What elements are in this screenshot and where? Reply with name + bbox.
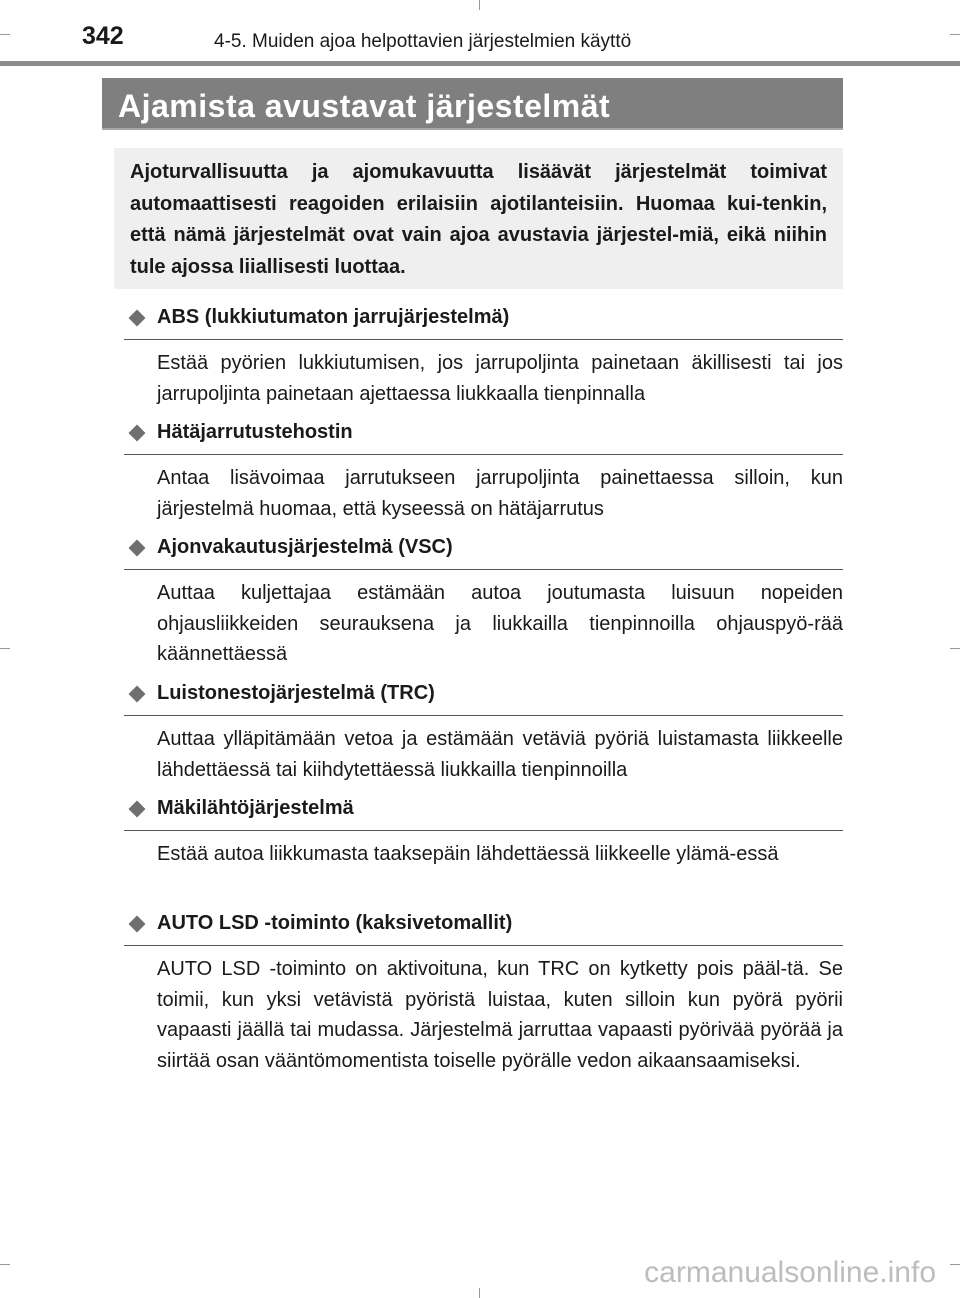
section-header: 4-5. Muiden ajoa helpottavien järjestelmien käyttö [214, 31, 632, 52]
crop-mark [0, 34, 10, 35]
item-heading [124, 912, 843, 946]
watermark: carmanualsonline.info [644, 1256, 936, 1289]
intro-text: Ajoturvallisuutta ja ajomukavuutta lisäävät järjestelmät toimivat automaattisesti reagoiden erilaisiin ajotilanteisiin. Huomaa kui-tenkin, että nämä järjestelmät ovat vain ajoa avustavia järjestel-miä, eikä niihin tule ajossa liiallisesti luottaa. [130, 161, 827, 278]
item-title: Luistonestojärjestelmä (TRC) [157, 682, 435, 704]
header-rule [0, 61, 960, 66]
item-heading [124, 421, 843, 455]
list-item [124, 682, 843, 785]
item-title: Ajonvakautusjärjestelmä (VSC) [157, 536, 453, 558]
item-heading [124, 306, 843, 340]
list-item [124, 912, 843, 1076]
item-title: ABS (lukkiutumaton jarrujärjestelmä) [157, 306, 510, 328]
crop-mark [479, 1288, 480, 1298]
title-bar [102, 78, 843, 130]
list-item [124, 536, 843, 670]
list-item [124, 797, 843, 870]
item-title: AUTO LSD -toiminto (kaksivetomallit) [157, 912, 513, 934]
item-description: AUTO LSD -toiminto on aktivoituna, kun TRC on kytketty pois pääl-tä. Se toimii, kun yksi vetävistä pyöristä luistaa, kuten silloin kun pyörä pyörii vapaasti jäällä tai mudassa. Järjestelmä jarruttaa vapaasti pyörivää pyörää ja siirtää osan vääntömomentista toiselle pyörälle vedon aikaansaamiseksi. [157, 958, 843, 1072]
item-heading [124, 536, 843, 570]
item-description: Auttaa kuljettajaa estämään autoa joutumasta luisuun nopeiden ohjausliikkeiden seurauksena ja liukkailla tienpinnoilla ohjauspyö-rää käännettäessä [157, 582, 843, 665]
item-heading [124, 682, 843, 716]
diamond-bullet-icon [129, 916, 146, 933]
crop-mark [950, 34, 960, 35]
item-title: Mäkilähtöjärjestelmä [157, 797, 354, 819]
crop-mark [0, 648, 10, 649]
page-number: 342 [82, 22, 124, 50]
diamond-bullet-icon [129, 801, 146, 818]
diamond-bullet-icon [129, 310, 146, 327]
crop-mark [0, 1264, 10, 1265]
intro-box [114, 148, 843, 289]
item-description: Estää autoa liikkumasta taaksepäin lähdettäessä liikkeelle ylämä-essä [157, 843, 779, 865]
diamond-bullet-icon [129, 540, 146, 557]
crop-mark [479, 0, 480, 10]
crop-mark [950, 1264, 960, 1265]
item-title: Hätäjarrutustehostin [157, 421, 353, 443]
crop-mark [950, 648, 960, 649]
list-item [124, 421, 843, 524]
diamond-bullet-icon [129, 686, 146, 703]
item-heading [124, 797, 843, 831]
item-description: Auttaa ylläpitämään vetoa ja estämään vetäviä pyöriä luistamasta liikkeelle lähdettäessä tai kiihdytettäessä liukkailla tienpinnoilla [157, 728, 843, 781]
item-description: Antaa lisävoimaa jarrutukseen jarrupoljinta painettaessa silloin, kun järjestelmä huomaa, että kyseessä on hätäjarrutus [157, 467, 843, 520]
item-description: Estää pyörien lukkiutumisen, jos jarrupoljinta painetaan äkillisesti tai jos jarrupoljinta painetaan ajettaessa liukkaalla tienpinnalla [157, 352, 843, 405]
list-item [124, 306, 843, 409]
diamond-bullet-icon [129, 425, 146, 442]
page-title: Ajamista avustavat järjestelmät [118, 88, 611, 124]
